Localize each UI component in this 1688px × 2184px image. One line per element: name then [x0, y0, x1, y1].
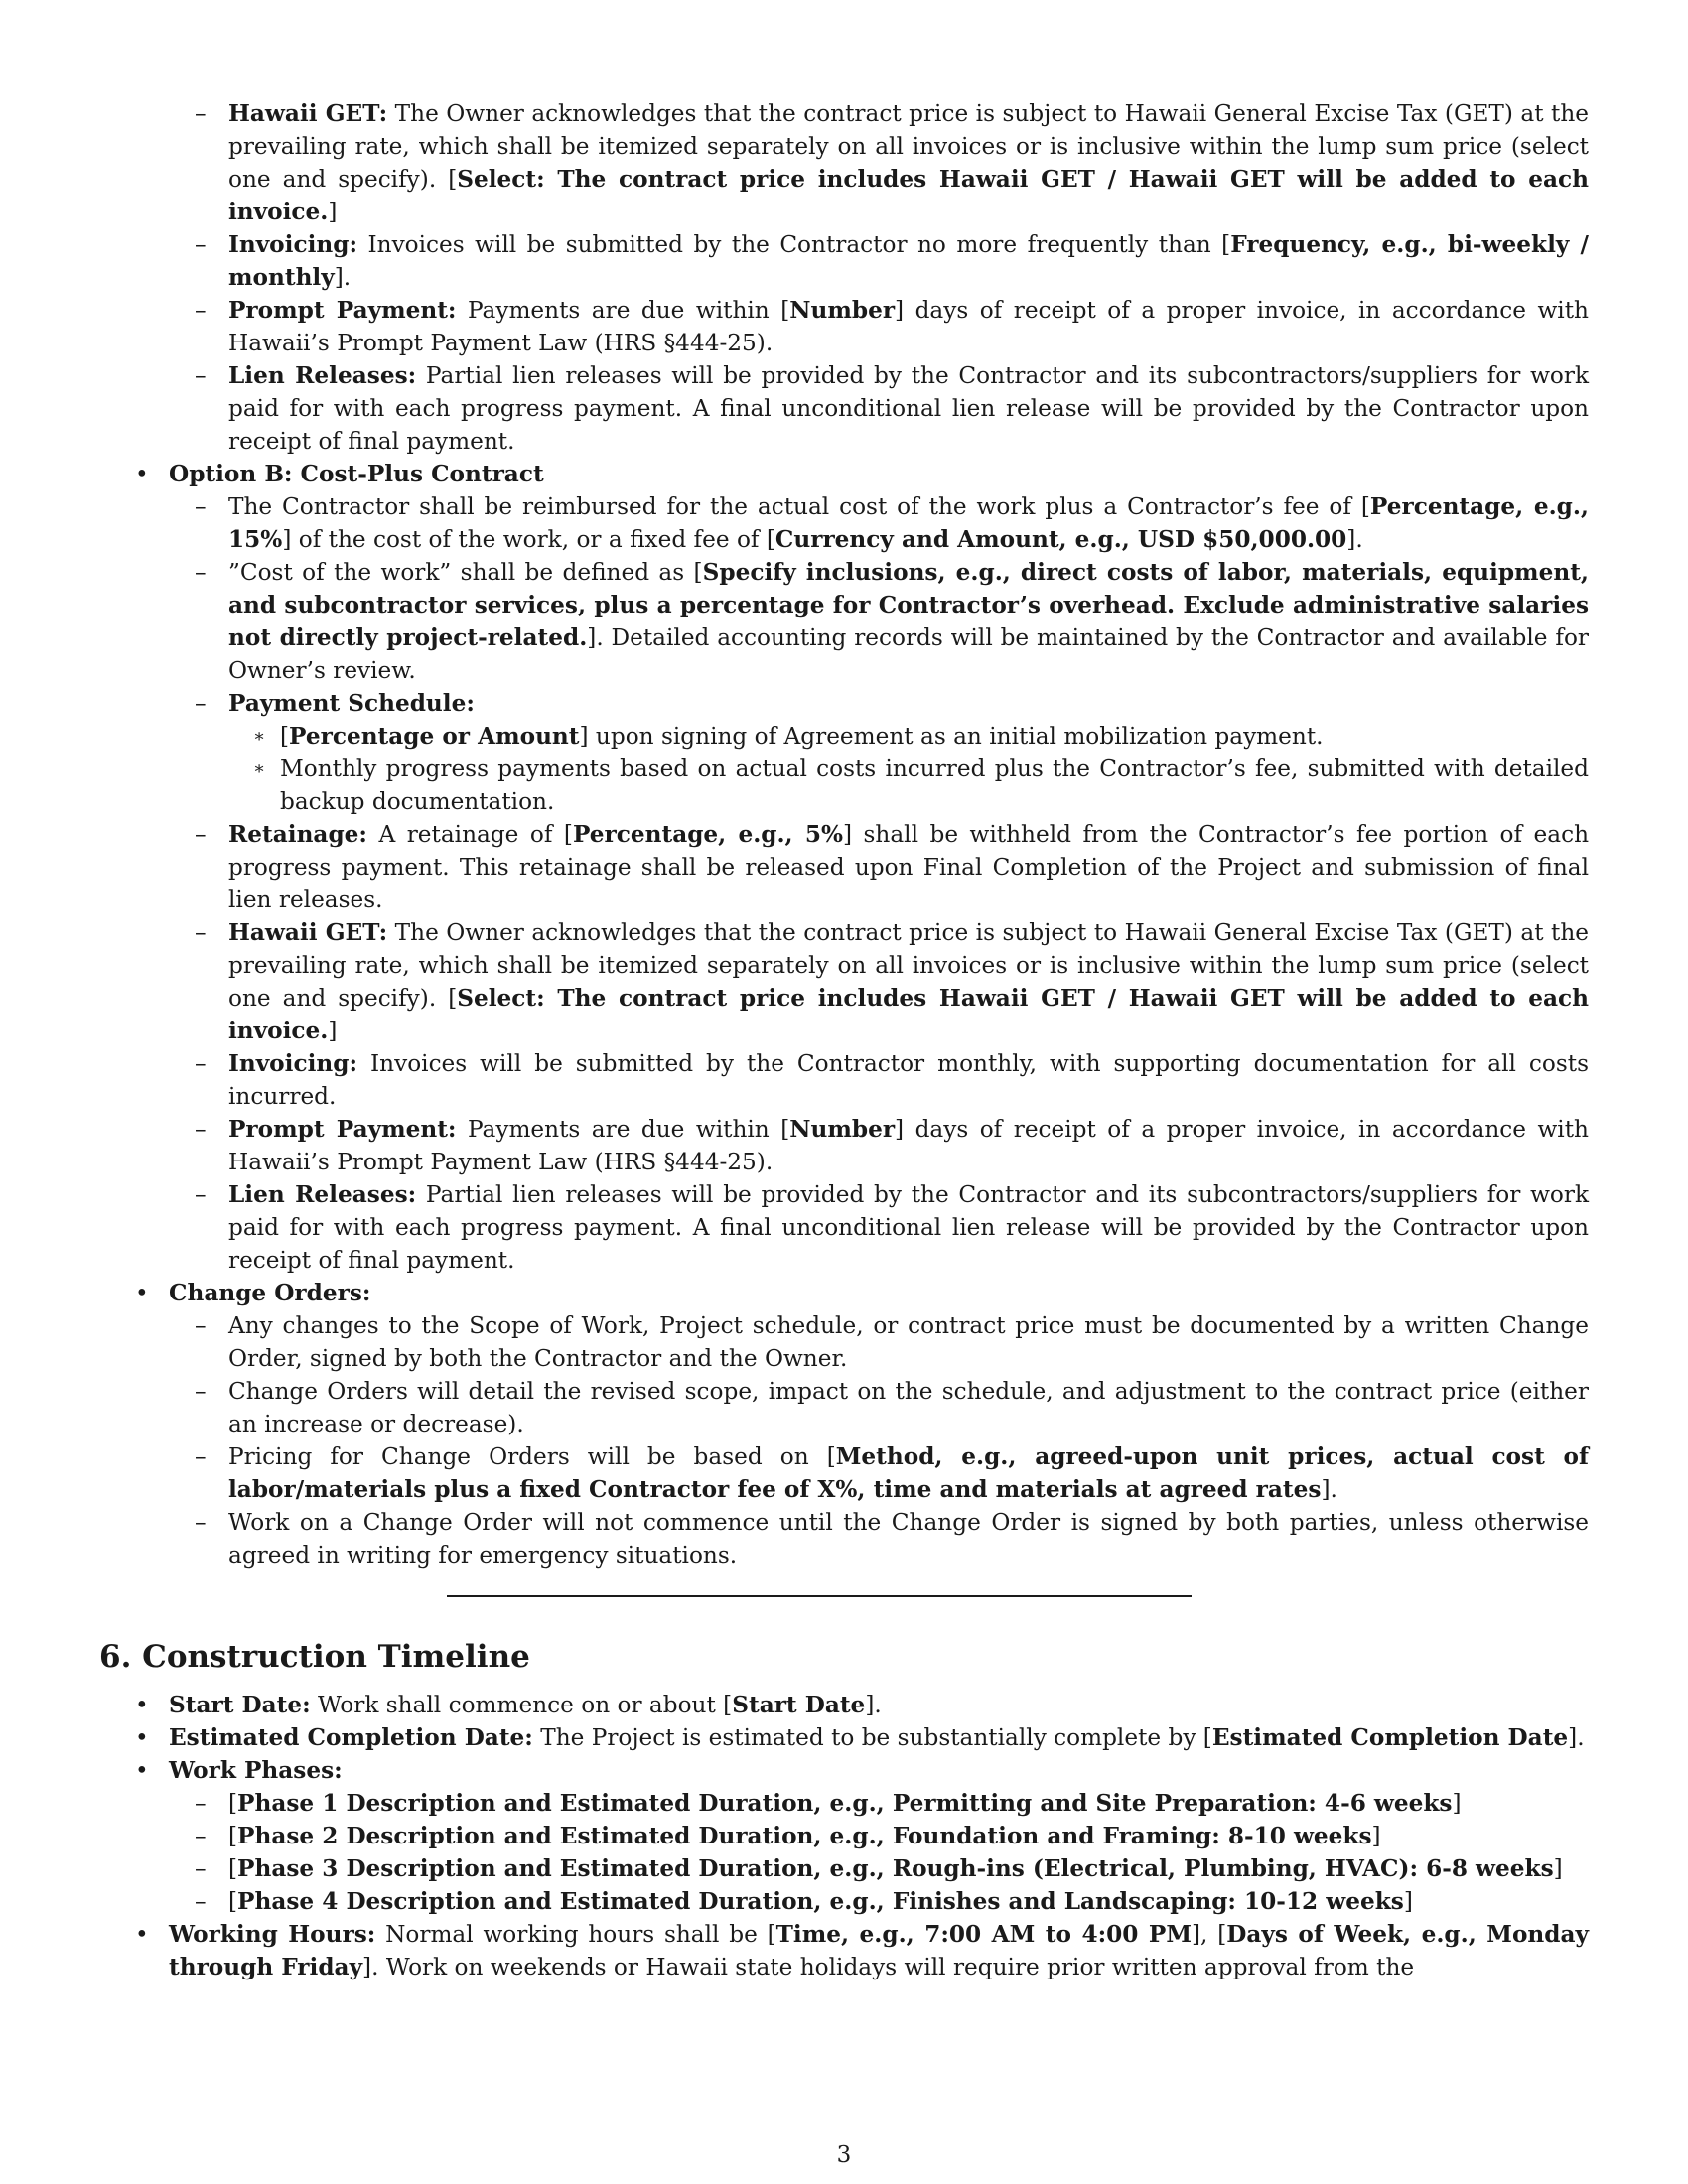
bullet-marker: •	[135, 1757, 149, 1784]
item-text: Partial lien releases will be provided by the Contractor and its subcontractors/suppliers for work paid for with each progress payment. A final unconditional lien release will be provided by the Contractor upon receipt of final payment.	[228, 362, 1590, 455]
item-label: Working Hours:	[169, 1921, 376, 1948]
dash-marker: –	[195, 1443, 207, 1470]
document-body	[99, 97, 1589, 1983]
start-date-item: • Start Date: Work shall commence on or about [Start Date].	[99, 1689, 1589, 1721]
item-text: ] days of receipt of a proper invoice, in accordance with Hawaii’s Prompt Payment Law (HRS §444-25).	[228, 297, 1589, 356]
option-b-cost-definition-item	[99, 556, 1589, 687]
item-text: Normal working hours shall be [	[375, 1921, 776, 1948]
page-number: 3	[836, 2142, 852, 2168]
placeholder-field: Percentage, e.g., 5%	[572, 821, 843, 848]
placeholder-field: Percentage or Amount	[289, 723, 580, 750]
dash-marker: –	[195, 1855, 207, 1882]
document-page	[99, 97, 1589, 1983]
work-phases-item	[99, 1754, 1589, 1787]
placeholder-field: Days of Week, e.g., Monday through Friday	[169, 1921, 1589, 1980]
heading-text: Option B: Cost-Plus Contract	[169, 461, 544, 487]
dash-marker: –	[195, 297, 207, 324]
bullet-marker: •	[135, 1692, 149, 1718]
item-label: Start Date:	[169, 1692, 311, 1718]
dash-marker: –	[195, 559, 207, 586]
item-text: Any changes to the Scope of Work, Project schedule, or contract price must be documented by a written Change Order, signed by both the Contractor and the Owner.	[228, 1312, 1589, 1372]
dash-marker: –	[195, 1181, 207, 1208]
option-a-prompt-payment-item	[99, 294, 1589, 359]
placeholder-field: Phase 1 Description and Estimated Duration, e.g., Permitting and Site Preparation: 4-6 weeks	[237, 1790, 1453, 1817]
item-text: ”Cost of the work” shall be defined as [	[228, 559, 703, 586]
placeholder-field: Estimated Completion Date	[1211, 1724, 1569, 1751]
item-text: Partial lien releases will be provided by the Contractor and its subcontractors/suppliers for work paid for with each progress payment. A final unconditional lien release will be provided by the Contractor upon receipt of final payment.	[228, 1181, 1590, 1274]
item-label: Payment Schedule:	[228, 690, 475, 717]
option-b-payment-schedule-item	[99, 687, 1589, 720]
dash-marker: –	[195, 1509, 207, 1536]
placeholder-field: Number	[789, 1116, 896, 1143]
work-phase-item: – [Phase 3 Description and Estimated Duration, e.g., Rough-ins (Electrical, Plumbing, HVAC): 6-8 weeks]	[99, 1852, 1589, 1885]
item-text: The Owner acknowledges that the contract price is subject to Hawaii General Excise Tax (GET) at the prevailing rate, which shall be itemized separately on all invoices or is inclusive within the lump sum price (select one and specify). [	[228, 919, 1589, 1012]
option-b-lien-item	[99, 1178, 1589, 1277]
item-text: Invoices will be submitted by the Contractor no more frequently than [	[357, 231, 1231, 258]
item-label: Work Phases:	[169, 1757, 343, 1784]
item-text: The Owner acknowledges that the contract price is subject to Hawaii General Excise Tax (GET) at the prevailing rate, which shall be itemized separately on all invoices or is inclusive within the lump sum price (select one and specify). [	[228, 100, 1589, 193]
item-label: Invoicing:	[228, 1050, 358, 1077]
item-text: ]. Work on weekends or Hawaii state holidays will require prior written approval from the	[362, 1954, 1415, 1980]
placeholder-field: Phase 3 Description and Estimated Duration, e.g., Rough-ins (Electrical, Plumbing, HVAC): 6-8 weeks	[237, 1855, 1554, 1882]
heading-text: Change Orders:	[169, 1280, 371, 1306]
horizontal-rule	[447, 1595, 1192, 1597]
dash-marker: –	[195, 493, 207, 520]
placeholder-field: Phase 2 Description and Estimated Duration, e.g., Foundation and Framing: 8-10 weeks	[237, 1823, 1372, 1849]
item-text: The Project is estimated to be substantially complete by [	[532, 1724, 1212, 1751]
dash-marker: –	[195, 362, 207, 389]
item-label: Retainage:	[228, 821, 367, 848]
item-text: Change Orders will detail the revised scope, impact on the schedule, and adjustment to the contract price (either an increase or decrease).	[228, 1378, 1589, 1437]
item-text: The Contractor shall be reimbursed for the actual cost of the work plus a Contractor’s fee of [	[228, 493, 1370, 520]
placeholder-field: Method, e.g., agreed-upon unit prices, actual cost of labor/materials plus a fixed Contractor fee of X%, time and materials at agreed rates	[228, 1443, 1589, 1503]
dash-marker: –	[195, 1312, 207, 1339]
item-label: Prompt Payment:	[228, 297, 457, 324]
payment-schedule-subitem	[99, 752, 1589, 818]
option-b-heading	[99, 458, 1589, 490]
option-b-get-item: – Hawaii GET: The Owner acknowledges that the contract price is subject to Hawaii General Excise Tax (GET) at the prevailing rate, which shall be itemized separately on all invoices or is inclusive within the lump sum price (select one and specify). [Select: The contract price includes Hawaii GET / Hawaii GET will be added to each invoice.]	[99, 916, 1589, 1047]
option-b-reimbursement-item: – The Contractor shall be reimbursed for the actual cost of the work plus a Contractor’s fee of [Percentage, e.g., 15%] of the cost of the work, or a fixed fee of [Currency and Amount, e.g., USD $50,000.00].	[99, 490, 1589, 556]
bullet-marker: •	[135, 1280, 149, 1306]
item-text: ] days of receipt of a proper invoice, in accordance with Hawaii’s Prompt Payment Law (HRS §444-25).	[228, 1116, 1589, 1175]
item-text: ] of the cost of the work, or a fixed fee of [	[282, 526, 775, 553]
item-label: Invoicing:	[228, 231, 358, 258]
dash-marker: –	[195, 1116, 207, 1143]
item-text: Work on a Change Order will not commence until the Change Order is signed by both parties, unless otherwise agreed in writing for emergency situations.	[228, 1509, 1589, 1569]
work-phase-item: – [Phase 2 Description and Estimated Duration, e.g., Foundation and Framing: 8-10 weeks]	[99, 1820, 1589, 1852]
placeholder-field: Frequency, e.g., bi-weekly / monthly	[228, 231, 1589, 291]
placeholder-field: Start Date	[732, 1692, 866, 1718]
item-text: Invoices will be submitted by the Contractor monthly, with supporting documentation for all costs incurred.	[228, 1050, 1589, 1110]
section-title: 6. Construction Timeline	[99, 1639, 530, 1675]
placeholder-field: Specify inclusions, e.g., direct costs of labor, materials, equipment, and subcontractor services, plus a percentage for Contractor’s overhead. Exclude administrative salaries not directly project-related.	[228, 559, 1589, 651]
item-text: ] upon signing of Agreement as an initial mobilization payment.	[579, 723, 1324, 750]
placeholder-field: Phase 4 Description and Estimated Duration, e.g., Finishes and Landscaping: 10-12 weeks	[237, 1888, 1404, 1915]
payment-schedule-subitem: ∗ [Percentage or Amount] upon signing of Agreement as an initial mobilization payment.	[99, 720, 1589, 752]
option-a-get-item: – Hawaii GET: The Owner acknowledges that the contract price is subject to Hawaii General Excise Tax (GET) at the prevailing rate, which shall be itemized separately on all invoices or is inclusive within the lump sum price (select one and specify). [Select: The contract price includes Hawaii GET / Hawaii GET will be added to each invoice.]	[99, 97, 1589, 228]
option-b-invoicing-item	[99, 1047, 1589, 1113]
change-order-item	[99, 1375, 1589, 1440]
placeholder-field: Percentage, e.g., 15%	[228, 493, 1590, 553]
dash-marker: –	[195, 1050, 207, 1077]
item-text: Monthly progress payments based on actual costs incurred plus the Contractor’s fee, submitted with detailed backup documentation.	[280, 755, 1589, 815]
item-text: Pricing for Change Orders will be based on [	[228, 1443, 836, 1470]
item-label: Hawaii GET:	[228, 919, 388, 946]
placeholder-field: Time, e.g., 7:00 AM to 4:00 PM	[775, 1921, 1193, 1948]
item-text: ] shall be withheld from the Contractor’s fee portion of each progress payment. This retainage shall be released upon Final Completion of the Project and submission of final lien releases.	[228, 821, 1590, 913]
item-label: Hawaii GET:	[228, 100, 388, 127]
completion-date-item: • Estimated Completion Date: The Project is estimated to be substantially complete by [Estimated Completion Date].	[99, 1721, 1589, 1754]
item-text: Payments are due within [	[456, 297, 790, 324]
option-a-lien-item	[99, 359, 1589, 458]
bullet-marker: •	[135, 461, 149, 487]
placeholder-field: Currency and Amount, e.g., USD $50,000.00	[774, 526, 1347, 553]
bullet-marker: •	[135, 1724, 149, 1751]
placeholder-field: Select: The contract price includes Hawaii GET / Hawaii GET will be added to each invoice.	[228, 166, 1589, 225]
item-label: Prompt Payment:	[228, 1116, 457, 1143]
dash-marker: –	[195, 1790, 207, 1817]
dash-marker: –	[195, 690, 207, 717]
dash-marker: –	[195, 1378, 207, 1405]
star-marker: ∗	[253, 758, 266, 779]
option-b-retainage-item	[99, 818, 1589, 916]
item-text: Payments are due within [	[456, 1116, 790, 1143]
change-order-item: – Pricing for Change Orders will be based on [Method, e.g., agreed-upon unit prices, actual cost of labor/materials plus a fixed Contractor fee of X%, time and materials at agreed rates].	[99, 1440, 1589, 1506]
bullet-marker: •	[135, 1921, 149, 1948]
change-order-item	[99, 1506, 1589, 1571]
item-text: ]. Detailed accounting records will be maintained by the Contractor and available for Owner’s review.	[228, 624, 1589, 684]
change-order-item	[99, 1309, 1589, 1375]
item-text: ], [	[1192, 1921, 1227, 1948]
dash-marker: –	[195, 1888, 207, 1915]
item-label: Estimated Completion Date:	[169, 1724, 533, 1751]
dash-marker: –	[195, 100, 207, 127]
change-orders-heading	[99, 1277, 1589, 1309]
work-phase-item: – [Phase 1 Description and Estimated Duration, e.g., Permitting and Site Preparation: 4-6 weeks]	[99, 1787, 1589, 1820]
dash-marker: –	[195, 1823, 207, 1849]
dash-marker: –	[195, 821, 207, 848]
item-text: A retainage of [	[366, 821, 573, 848]
item-label: Lien Releases:	[228, 362, 417, 389]
option-b-prompt-payment-item	[99, 1113, 1589, 1178]
working-hours-item	[99, 1918, 1589, 1983]
item-text: Work shall commence on or about [	[310, 1692, 733, 1718]
option-a-invoicing-item: – Invoicing: Invoices will be submitted by the Contractor no more frequently than [Frequency, e.g., bi-weekly / monthly].	[99, 228, 1589, 294]
dash-marker: –	[195, 231, 207, 258]
placeholder-field: Select: The contract price includes Hawaii GET / Hawaii GET will be added to each invoice.	[228, 985, 1589, 1044]
item-label: Lien Releases:	[228, 1181, 417, 1208]
star-marker: ∗	[253, 726, 266, 747]
work-phase-item: – [Phase 4 Description and Estimated Duration, e.g., Finishes and Landscaping: 10-12 weeks]	[99, 1885, 1589, 1918]
placeholder-field: Number	[789, 297, 896, 324]
dash-marker: –	[195, 919, 207, 946]
